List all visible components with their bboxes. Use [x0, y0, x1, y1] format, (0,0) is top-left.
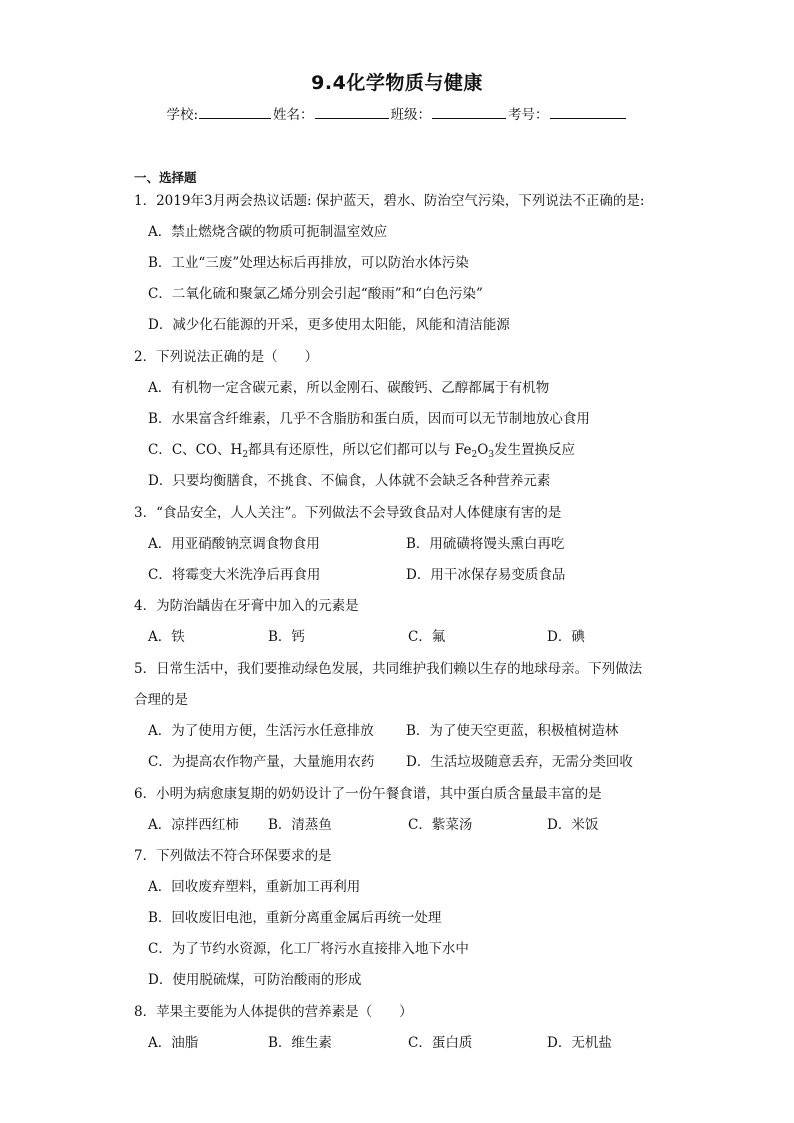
question-3-option-b: B．用硫磺将馒头熏白再吃 — [406, 536, 565, 552]
question-8-option-c: C．蛋白质 — [408, 1035, 473, 1051]
question-6-stem: 6．小明为病愈康复期的奶奶设计了一份午餐食谱，其中蛋白质含量最丰富的是 — [134, 786, 602, 802]
question-2-stem: 2．下列说法正确的是（ ） — [134, 349, 319, 365]
question-1-option-c: C．二氧化硫和聚氯乙烯分别会引起“酸雨”和“白色污染” — [148, 286, 483, 302]
school-blank[interactable] — [199, 106, 271, 119]
question-4-option-a: A．铁 — [148, 629, 185, 645]
school-label: 学校: — [166, 107, 199, 123]
question-5-option-c: C．为提高农作物产量，大量施用农药 — [148, 754, 375, 770]
question-4-stem: 4．为防治龋齿在牙膏中加入的元素是 — [134, 598, 359, 614]
question-4-option-b: B．钙 — [268, 629, 305, 645]
question-7-option-b: B．回收废旧电池，重新分离重金属后再统一处理 — [148, 910, 442, 926]
question-8-option-a: A．油脂 — [148, 1035, 199, 1051]
section-heading: 一、选择题 — [134, 170, 197, 185]
question-1-option-d: D．减少化石能源的开采，更多使用太阳能，风能和清洁能源 — [148, 317, 510, 333]
question-3-option-d: D．用干冰保存易变质食品 — [406, 567, 566, 583]
question-3-option-a: A．用亚硝酸钠烹调食物食用 — [148, 536, 320, 552]
student-info-line — [0, 103, 794, 123]
question-6-option-c: C．紫菜汤 — [408, 817, 473, 833]
class-label: 班级： — [390, 107, 432, 123]
question-1-option-a: A．禁止燃烧含碳的物质可扼制温室效应 — [148, 224, 388, 240]
page-title: 9.4化学物质与健康 — [311, 72, 483, 94]
question-5-stem-line-1: 5．日常生活中，我们要推动绿色发展，共同维护我们赖以生存的地球母亲。下列做法 — [134, 661, 643, 677]
question-7-option-c: C．为了节约水资源，化工厂将污水直接排入地下水中 — [148, 941, 469, 957]
exam-no-blank[interactable] — [550, 106, 626, 119]
question-4-option-c: C．氟 — [408, 629, 446, 645]
question-8-option-d: D．无机盐 — [547, 1035, 612, 1051]
question-5-option-d: D．生活垃圾随意丢弃，无需分类回收 — [406, 754, 633, 770]
question-5-stem-line-2: 合理的是 — [134, 692, 188, 708]
question-6-option-d: D．米饭 — [547, 817, 599, 833]
name-label: 姓名： — [273, 107, 314, 123]
class-blank[interactable] — [432, 106, 506, 119]
question-2-option-b: B．水果富含纤维素，几乎不含脂肪和蛋白质，因而可以无节制地放心食用 — [148, 411, 590, 427]
question-2-option-c: C．C、CO、$H_2$都具有还原性，所以它们都可以与 $Fe_2O_3$发生置换反应 — [148, 442, 576, 460]
question-8-stem: 8．苹果主要能为人体提供的营养素是（ ） — [134, 1004, 413, 1020]
question-6-option-a: A．凉拌西红柿 — [148, 817, 239, 833]
name-blank[interactable] — [315, 106, 389, 119]
question-5-option-b: B．为了使天空更蓝，积极植树造林 — [406, 723, 619, 739]
exam-no-label: 考号： — [508, 107, 549, 123]
question-2-option-d: D．只要均衡膳食，不挑食、不偏食，人体就不会缺乏各种营养元素 — [148, 473, 551, 489]
question-1-stem: 1．2019年3月两会热议话题: 保护蓝天，碧水、防治空气污染，下列说法不正确的是: — [134, 193, 645, 209]
question-7-option-a: A．回收废弃塑料，重新加工再利用 — [148, 879, 361, 895]
question-3-stem: 3．“食品安全，人人关注”。下列做法不会导致食品对人体健康有害的是 — [134, 505, 562, 521]
question-4-option-d: D．碘 — [547, 629, 585, 645]
question-1-option-b: B．工业“三废”处理达标后再排放，可以防治水体污染 — [148, 255, 469, 271]
question-7-option-d: D．使用脱硫煤，可防治酸雨的形成 — [148, 972, 362, 988]
question-6-option-b: B．清蒸鱼 — [268, 817, 332, 833]
question-7-stem: 7．下列做法不符合环保要求的是 — [134, 848, 332, 864]
question-5-option-a: A．为了使用方便，生活污水任意排放 — [148, 723, 374, 739]
question-3-option-c: C．将霉变大米洗净后再食用 — [148, 567, 321, 583]
question-8-option-b: B．维生素 — [268, 1035, 332, 1051]
question-2-option-a: A．有机物一定含碳元素，所以金刚石、碳酸钙、乙醇都属于有机物 — [148, 380, 550, 396]
